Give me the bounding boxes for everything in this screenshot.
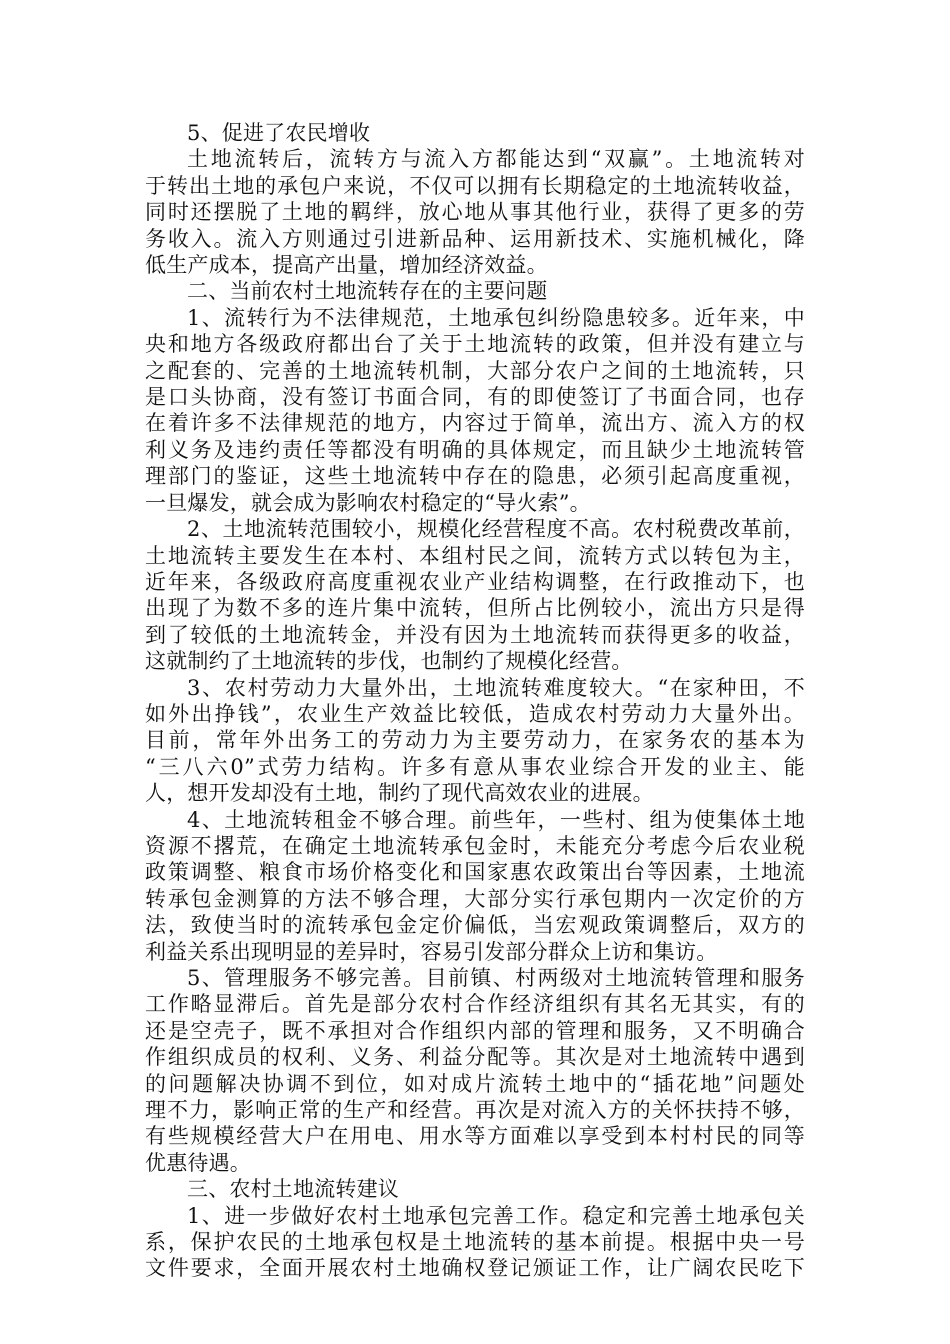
text-line: 法，致使当时的流转承包金定价偏低，当宏观政策调整后，双方的 [145, 913, 805, 938]
paragraph-p6 [145, 675, 805, 807]
text-line: 土地流转后，流转方与流入方都能达到“双赢”。土地流转对 [187, 147, 805, 172]
text-line: 理不力，影响正常的生产和经营。再次是对流入方的关怀扶持不够， [145, 1098, 805, 1123]
text-line: 是口头协商，没有签订书面合同，有的即使签订了书面合同，也存 [145, 385, 805, 410]
document-page [145, 120, 805, 1282]
paragraph-p5 [145, 516, 805, 674]
text-line: 到了较低的土地流转金，并没有因为土地流转而获得更多的收益， [145, 622, 805, 647]
paragraph-p3 [145, 278, 805, 304]
text-line: 之配套的、完善的土地流转机制，大部分农户之间的土地流转，只 [145, 358, 805, 383]
text-line: 低生产成本，提高产出量，增加经济效益。 [145, 253, 548, 278]
text-line: 作组织成员的权利、义务、利益分配等。其次是对土地流转中遇到 [145, 1045, 805, 1070]
text-line: 一旦爆发，就会成为影响农村稳定的“导火索”。 [145, 490, 591, 515]
paragraph-p7 [145, 807, 805, 965]
text-line: 1、进一步做好农村土地承包完善工作。稳定和完善土地承包关 [187, 1203, 805, 1228]
text-line: 转承包金测算的方法不够合理，大部分实行承包期内一次定价的方 [145, 886, 805, 911]
paragraph-p1 [145, 120, 805, 146]
text-line: 政策调整、粮食市场价格变化和国家惠农政策出台等因素，土地流 [145, 860, 805, 885]
text-line: 如外出挣钱”，农业生产效益比较低，造成农村劳动力大量外出。 [145, 701, 805, 726]
text-line: 出现了为数不多的连片集中流转，但所占比例较小，流出方只是得 [145, 596, 805, 621]
text-line: 5、促进了农民增收 [187, 121, 371, 145]
text-line: 3、农村劳动力大量外出，土地流转难度较大。“在家种田，不 [187, 675, 805, 700]
text-line: 三、农村土地流转建议 [187, 1177, 399, 1202]
paragraph-p10 [145, 1203, 805, 1282]
text-line: 央和地方各级政府都出台了关于土地流转的政策，但并没有建立与 [145, 332, 805, 357]
text-line: 近年来，各级政府高度重视农业产业结构调整，在行政推动下，也 [145, 569, 805, 594]
text-line: 在着许多不法律规范的地方，内容过于简单，流出方、流入方的权 [145, 411, 805, 436]
text-line: 同时还摆脱了土地的羁绊，放心地从事其他行业，获得了更多的劳 [145, 200, 805, 225]
text-line: 理部门的鉴证，这些土地流转中存在的隐患，必须引起高度重视， [145, 464, 805, 489]
text-line: 利益关系出现明显的差异时，容易引发部分群众上访和集访。 [145, 939, 718, 964]
text-line: 文件要求，全面开展农村土地确权登记颁证工作，让广阔农民吃下 [145, 1256, 805, 1281]
text-line: 有些规模经营大户在用电、用水等方面难以享受到本村村民的同等 [145, 1124, 805, 1149]
text-line: 土地流转主要发生在本村、本组村民之间，流转方式以转包为主， [145, 543, 805, 568]
text-line: 2、土地流转范围较小，规模化经营程度不高。农村税费改革前， [187, 517, 805, 542]
text-line: 5、管理服务不够完善。目前镇、村两级对土地流转管理和服务 [187, 966, 805, 990]
text-line: 系，保护农民的土地承包权是土地流转的基本前提。根据中央一号 [145, 1230, 805, 1255]
paragraph-p9 [145, 1176, 805, 1202]
text-line: 务收入。流入方则通过引进新品种、运用新技术、实施机械化，降 [145, 226, 805, 251]
paragraph-p8 [145, 965, 805, 1176]
text-line: 工作略显滞后。首先是部分农村合作经济组织有其名无其实，有的 [145, 992, 805, 1017]
text-line: 1、流转行为不法律规范，土地承包纠纷隐患较多。近年来，中 [187, 305, 805, 330]
text-line: 资源不撂荒，在确定土地流转承包金时，未能充分考虑今后农业税 [145, 833, 805, 858]
paragraph-p2 [145, 146, 805, 278]
text-line: “三八六0”式劳力结构。许多有意从事农业综合开发的业主、能 [145, 754, 805, 779]
text-line: 目前，常年外出务工的劳动力为主要劳动力，在家务农的基本为 [145, 728, 805, 753]
text-line: 利义务及违约责任等都没有明确的具体规定，而且缺少土地流转管 [145, 437, 805, 462]
text-line: 优惠待遇。 [145, 1150, 251, 1175]
text-line: 于转出土地的承包户来说，不仅可以拥有长期稳定的土地流转收益， [145, 173, 805, 198]
text-line: 还是空壳子，既不承担对合作组织内部的管理和服务，又不明确合 [145, 1018, 805, 1043]
text-line: 这就制约了土地流转的步伐，也制约了规模化经营。 [145, 649, 633, 674]
text-line: 二、当前农村土地流转存在的主要问题 [187, 279, 548, 304]
text-line: 人，想开发却没有土地，制约了现代高效农业的进展。 [145, 781, 654, 806]
text-line: 的问题解决协调不到位，如对成片流转土地中的“插花地”问题处 [145, 1071, 805, 1096]
paragraph-p4 [145, 305, 805, 516]
text-line: 4、土地流转租金不够合理。前些年，一些村、组为使集体土地 [187, 807, 805, 832]
